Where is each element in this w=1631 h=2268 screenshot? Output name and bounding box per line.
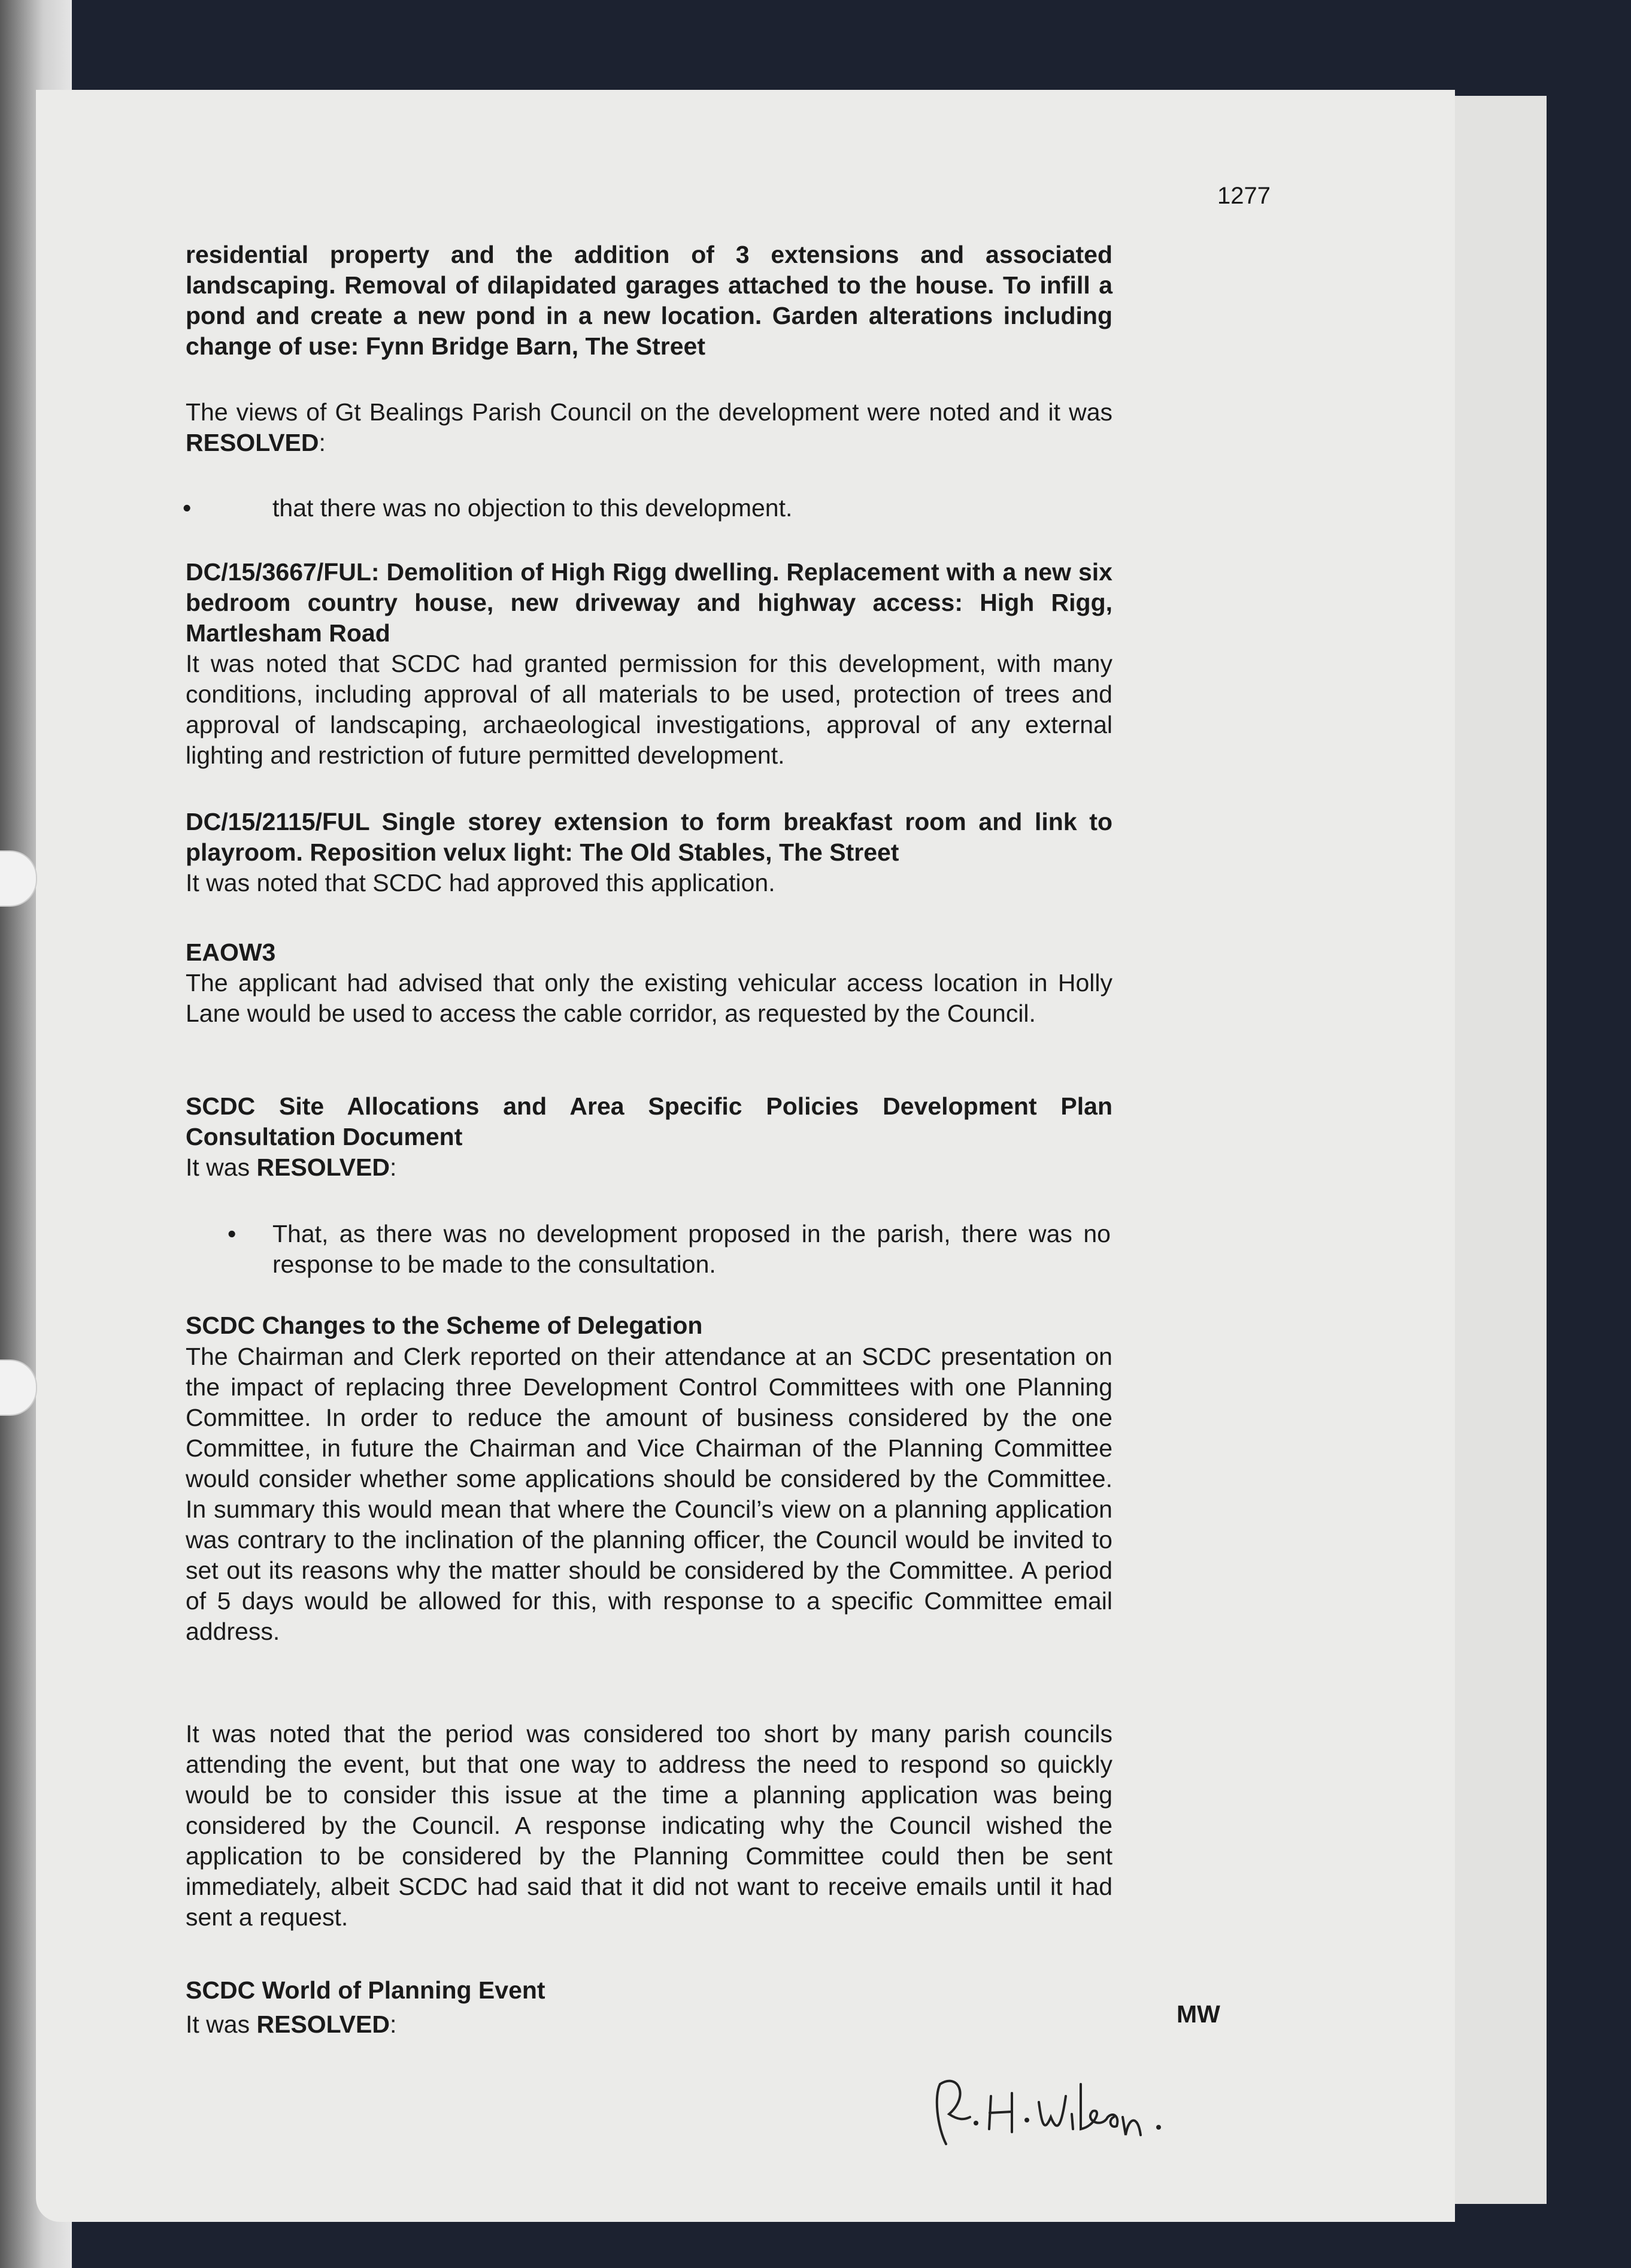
world-resolved — [186, 2009, 1112, 2040]
lead-text: It was — [186, 1153, 257, 1181]
application-description: residential property and the addition of 3 extensions and associated landscaping. Removal of dilapidated garages attached to the house. To infill a pond and create a new pond in a new location. Garden alterations including change of use: Fynn Bridge Barn, The Street — [186, 241, 1112, 360]
initials: MW — [1177, 2000, 1220, 2028]
signature — [922, 2060, 1209, 2156]
site-alloc-resolved — [186, 1152, 1112, 1183]
resolved-label: RESOLVED — [256, 2010, 390, 2038]
dc3667-text: It was noted that SCDC had granted permission for this development, with many conditions, including approval of all materials to be used, protection of trees and approval of landscaping, archaeological investigations, approval of any external lighting and restriction of future permitted development. — [186, 650, 1112, 769]
lead-text: It was — [186, 2010, 257, 2038]
delegation-heading: SCDC Changes to the Scheme of Delegation — [186, 1312, 703, 1339]
views-paragraph — [186, 397, 1112, 458]
views-text: The views of Gt Bealings Parish Council on the development were noted and it was — [186, 398, 1112, 426]
bullet-item: that there was no objection to this development. — [272, 494, 793, 522]
site-alloc-heading: SCDC Site Allocations and Area Specific Policies Development Plan Consultation Document — [186, 1092, 1112, 1150]
eaow3-text: The applicant had advised that only the existing vehicular access location in Holly Lane would be used to access the cable corridor, as requested by the Council. — [186, 969, 1112, 1027]
world-heading: SCDC World of Planning Event — [186, 1976, 545, 2004]
delegation-text-2: It was noted that the period was considered too short by many parish councils attending the event, but that one way to address the need to respond so quickly would be to consider this issue at the time a planning application was being considered by the Council. A response indicating why the Council wished the application to be considered by the Planning Committee could then be sent immediately, albeit SCDC had said that it did not want to receive emails until it had sent a request. — [186, 1720, 1112, 1931]
resolved-label: RESOLVED — [256, 1153, 390, 1181]
bullet-item: That, as there was no development proposed in the parish, there was no response to be made to the consultation. — [272, 1220, 1111, 1278]
bullet-icon: • — [228, 1220, 237, 1247]
colon: : — [389, 1153, 397, 1181]
bullet-icon: • — [183, 494, 192, 522]
dc2115-text: It was noted that SCDC had approved this application. — [186, 869, 775, 897]
dc3667-heading: DC/15/3667/FUL: Demolition of High Rigg dwelling. Replacement with a new six bedroom country house, new driveway and highway access: High Rigg, Martlesham Road — [186, 558, 1112, 647]
dc2115-heading: DC/15/2115/FUL Single storey extension to form breakfast room and link to playroom. Reposition velux light: The Old Stables, The Street — [186, 808, 1112, 866]
eaow3-heading: EAOW3 — [186, 938, 276, 966]
page-number: 1277 — [1217, 183, 1271, 209]
colon: : — [319, 429, 326, 456]
delegation-text: The Chairman and Clerk reported on their attendance at an SCDC presentation on the impact of replacing three Development Control Committees with one Planning Committee. In order to reduce the amount of business considered by the one Committee, in future the Chairman and Vice Chairman of the Planning Committee would consider whether some applications should be considered by the Committee. In summary this would mean that where the Council’s view on a planning application was contrary to the inclination of the planning officer, the Council would be invited to set out its reasons why the matter should be considered by the Committee. A period of 5 days would be allowed for this, with response to a specific Committee email address. — [186, 1343, 1112, 1645]
resolved-label: RESOLVED — [186, 429, 319, 456]
colon: : — [389, 2010, 397, 2038]
